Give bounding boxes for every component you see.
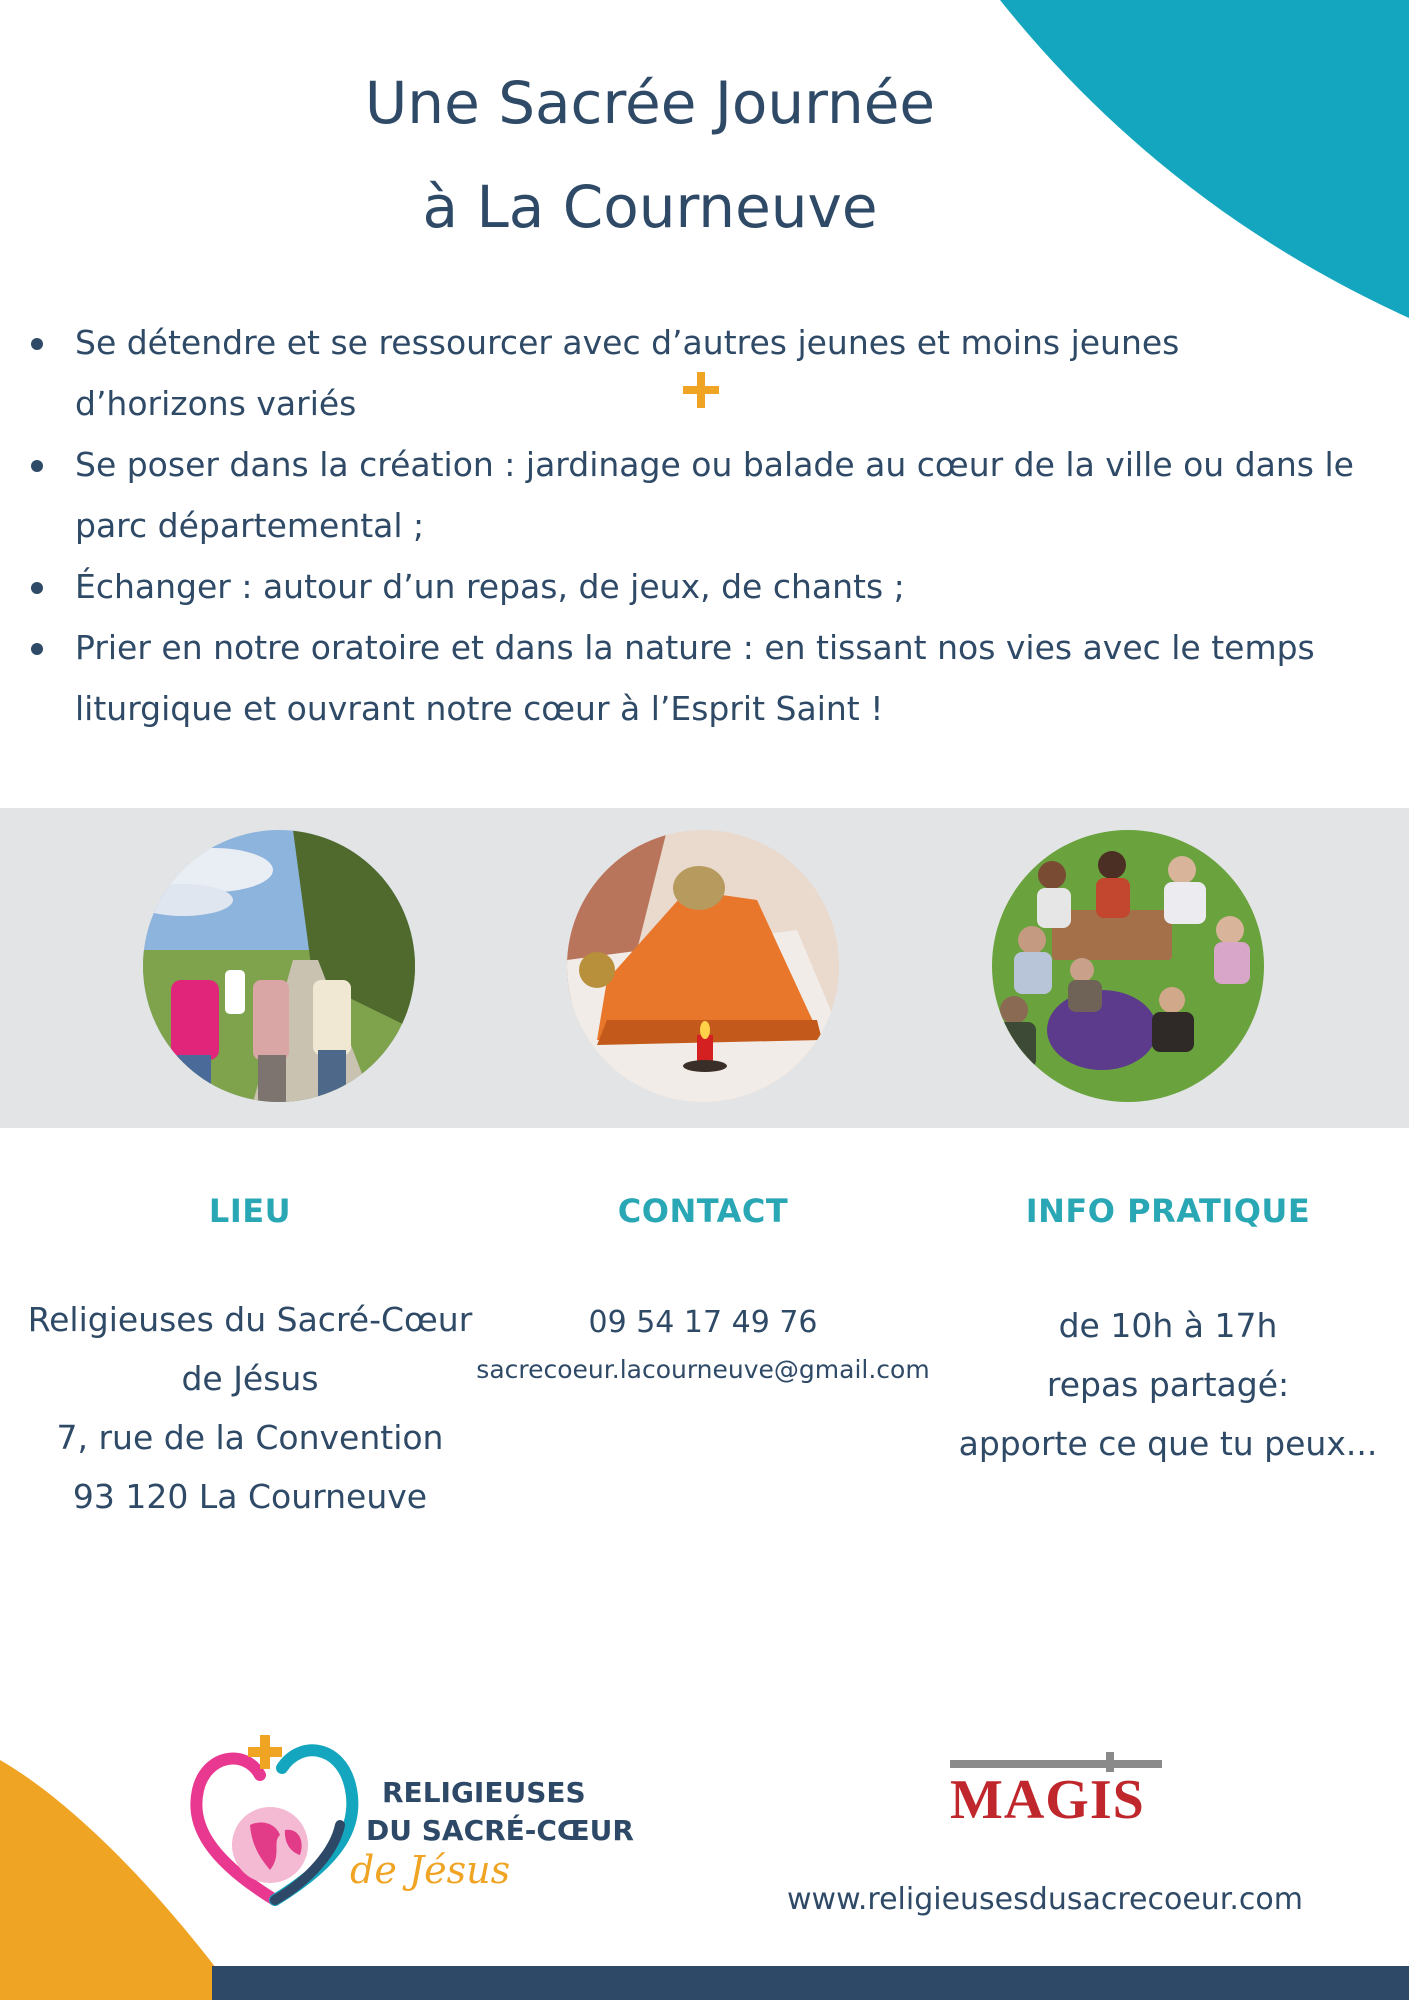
contact-phone[interactable]: 09 54 17 49 76	[588, 1305, 818, 1340]
activity-item-line2: d’horizons variés	[75, 384, 357, 423]
info-heading: INFO PRATIQUE	[1025, 1192, 1311, 1230]
activity-item-line2: parc départemental ;	[75, 506, 425, 545]
activity-item-line1: Échanger : autour d’un repas, de jeux, de chants ;	[75, 567, 905, 606]
rscj-logo	[190, 1730, 650, 1910]
activity-item-line1: Se poser dans la création : jardinage ou balade au cœur de la ville ou dans le	[75, 445, 1354, 484]
oratory-photo	[567, 830, 839, 1102]
activity-item-line2: liturgique et ouvrant notre cœur à l’Esprit Saint !	[75, 689, 884, 728]
activity-item-line1: Se détendre et se ressourcer avec d’autres jeunes et moins jeunes	[75, 323, 1180, 362]
lieu-line4: 93 120 La Courneuve	[72, 1477, 428, 1516]
heart-globe-icon	[190, 1730, 360, 1910]
rscj-logo-line2: DU SACRÉ-CŒUR	[366, 1814, 634, 1847]
bottom-bar	[212, 1966, 1409, 2000]
page-title-line2: à La Courneuve	[422, 173, 878, 241]
activity-list	[25, 312, 1385, 739]
magis-logo-text: MAGIS	[950, 1769, 1145, 1831]
website-link[interactable]: www.religieusesdusacrecoeur.com	[787, 1882, 1303, 1917]
magis-logo	[950, 1752, 1170, 1842]
contact-heading: CONTACT	[617, 1192, 789, 1230]
activity-item	[25, 556, 1385, 617]
lieu-line1: Religieuses du Sacré-Cœur	[27, 1300, 473, 1339]
teal-swoosh-decoration	[0, 0, 1409, 330]
activity-item	[25, 312, 1385, 434]
contact-details	[453, 1296, 953, 1390]
rscj-logo-line1: RELIGIEUSES	[382, 1776, 586, 1809]
contact-email[interactable]: sacrecoeur.lacourneuve@gmail.com	[476, 1355, 930, 1384]
page-title-line1: Une Sacrée Journée	[364, 69, 936, 137]
info-line1: de 10h à 17h	[1058, 1306, 1278, 1345]
activity-item-line1: Prier en notre oratoire et dans la nature : en tissant nos vies avec le temps	[75, 628, 1315, 667]
lieu-heading: LIEU	[208, 1192, 292, 1230]
info-line3: apporte ce que tu peux...	[958, 1424, 1378, 1463]
rscj-logo-line3: de Jésus	[350, 1848, 511, 1892]
walk-photo	[143, 830, 415, 1102]
activity-item	[25, 617, 1385, 739]
info-line2: repas partagé:	[1046, 1365, 1290, 1404]
magis-logo-bar	[950, 1760, 1162, 1768]
info-details	[918, 1296, 1409, 1473]
group-photo	[992, 830, 1264, 1102]
lieu-line3: 7, rue de la Convention	[56, 1418, 444, 1457]
lieu-line2: de Jésus	[181, 1359, 319, 1398]
activity-item	[25, 434, 1385, 556]
lieu-address	[0, 1290, 500, 1526]
